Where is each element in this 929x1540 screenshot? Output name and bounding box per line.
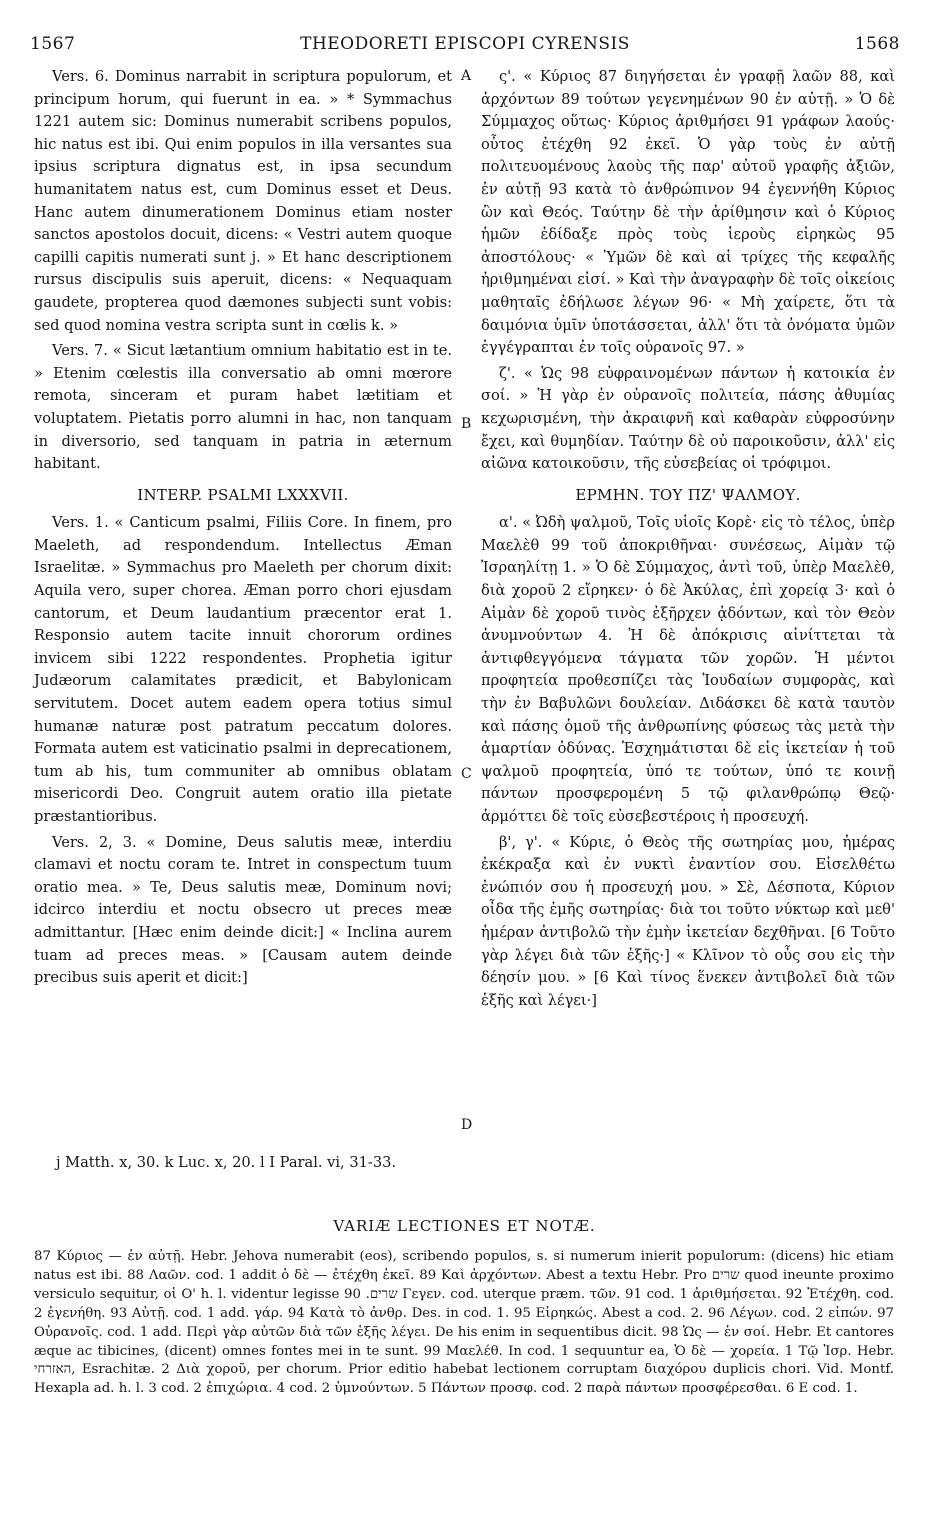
latin-column [34,66,452,993]
margin-letter-a: A [461,68,472,84]
variae-lectiones-title: VARIÆ LECTIONES ET NOTÆ. [333,1217,596,1235]
variae-lectiones-notes [34,1248,894,1399]
latin-paragraph-vers-7: Vers. 7. « Sicut lætantium omnium habitatio est in te. » Etenim cœlestis illa conversatio ab omni mœrore remota, sinceram et puram habet lætitiam et voluptatem. Pietatis porro alumni in hac, non tanquam in diversorio, sed tanquam in patria in æternum habitant. [34,342,452,473]
greek-paragraph-6: ς'. « Κύριος 87 διηγήσεται ἐν γραφῇ λαῶν 88, καὶ ἀρχόντων 89 τούτων γεγενημένων 90 ἐν αὐτῇ. » Ὁ δὲ Σύμμαχος οὕτως· Κύριος ἀριθμήσει 91 γράφων λαούς· οὗτος ἐτέχθη 92 ἐκεῖ. Ὁ γὰρ τοὺς ἐν αὐτῇ πολιτευομένους λαοὺς τῆς παρ' αὐτοῦ γραφῆς ἀξιῶν, ἐν αὐτῇ 93 κατὰ τὸ ἀνθρώπινον 94 ἐγεννήθη Κύριος ὢν καὶ Θεός. Ταύτην δὲ τὴν ἀρίθμησιν καὶ ὁ Κύριος ἡμῶν ἐδίδαξε πρὸς τοὺς ἱεροὺς εἰρηκὼς 95 ἀποστόλους· « Ὑμῶν δὲ καὶ αἱ τρίχες τῆς κεφαλῆς ἠριθμημέναι εἰσί. » Καὶ τὴν ἀναγραφὴν δὲ τοῖς οἰκείοις μαθηταῖς ἐδήλωσε λέγων 96· « Μὴ χαίρετε, ὅτι τὰ δαιμόνια ὑμῖν ὑποτάσσεται, ἀλλ' ὅτι τὰ ὀνόματα ὑμῶν ἐγγέγραπται ἐν τοῖς οὐρανοῖς 97. » [481,68,895,357]
latin-paragraph-vers-2-3: Vers. 2, 3. « Domine, Deus salutis meæ, interdiu clamavi et noctu coram te. Intret in conspectum tuum oratio mea. » Te, Deus salutis meæ, Dominum novi; idcirco interdiu et noctu obsecro ut preces meæ admittantur. [Hæc enim deinde dicit:] « Inclina aurem tuam ad preces meas. » [Causam autem deinde precibus suis aperit et dicit:] [34,833,452,987]
margin-letter-d: D [461,1117,473,1133]
running-title: THEODORETI EPISCOPI CYRENSIS [300,34,630,54]
margin-letter-c: C [461,766,472,782]
notes-text: 87 Κύριος — ἐν αὐτῇ. Hebr. Jehova numerabit (eos), scribendo populos, s. si numerum inierit populorum: (dicens) hic etiam natus est ibi. 88 Λαῶν. cod. 1 addit ὁ δὲ — ἐτέχθη ἐκεῖ. 89 Καὶ ἀρχόντων. Abest a textu Hebr. Pro שרים quod ineunte proximo versiculo sequitur, οἱ Ο' h. l. videntur legisse שרים. 90 Γεγεν. cod. uterque præm. τῶν. 91 cod. 1 ἀριθμήσεται. 92 Ἐτέχθη. cod. 2 ἐγενήθη. 93 Αὐτῇ. cod. 1 add. γάρ. 94 Κατὰ τὸ ἀνθρ. Des. in cod. 1. 95 Εἰρηκώς. Abest a cod. 2. 96 Λέγων. cod. 2 εἰπών. 97 Οὐρανοῖς. cod. 1 add. Περὶ γὰρ αὐτῶν διὰ τῶν ἑξῆς λέγει. De his enim in sequentibus dicit. 98 Ὡς — ἐν σοί. Hebr. Et cantores æque ac tibicines, (dicent) omnes fontes mei in te sunt. 99 Μαελέθ. In cod. 1 sequuntur ea, Ὁ δὲ — χορεία. 1 Τῷ Ἰσρ. Hebr. האזרחי, Esrachitæ. 2 Διὰ χοροῦ, per chorum. Prior editio habebat lectionem corruptam διαχόρου duplicis chori. Vid. Montf. Hexapla ad. h. l. 3 cod. 2 ἐπιχώρια. 4 cod. 2 ὑμνούντων. 5 Πάντων προσφ. cod. 2 παρὰ πάντων προσφέρεσθαι. 6 E cod. 1. [34,1249,894,1397]
running-header [30,34,900,62]
margin-letter-b: B [461,416,472,432]
greek-paragraph-7: ζ'. « Ὡς 98 εὐφραινομένων πάντων ἡ κατοικία ἐν σοί. » Ἡ γὰρ ἐν οὐρανοῖς πολιτεία, πάσης ἀθυμίας κεχωρισμένη, τὴν ἀκραιφνῆ καὶ καθαρὰν εὐφροσύνην ἔχει, καὶ θυμηδίαν. Ταύτην δὲ οὐ παροικοῦσιν, ἀλλ' εἰς αἰῶνα κατοικοῦσιν, τῆς εὐσεβείας οἱ τρόφιμοι. [481,364,895,473]
greek-paragraph-2-3: β', γ'. « Κύριε, ὁ Θεὸς τῆς σωτηρίας μου, ἡμέρας ἐκέκραξα καὶ ἐν νυκτὶ ἐναντίον σου. Εἰσελθέτω ἐνώπιόν σου ἡ προσευχή μου. » Σὲ, Δέσποτα, Κύριον οἶδα τῆς ἐμῆς σωτηρίας· διὰ τοι τοῦτο νύκτωρ καὶ μεθ' ἡμέραν ἀντιβολῶ τὴν ἐμὴν ἱκετείαν δεχθῆναι. [6 Τοῦτο γὰρ λέγει διὰ τῶν ἑξῆς·] « Κλῖνον τὸ οὖς σου εἰς τὴν δέησίν μου. » [6 Καὶ τίνος ἕνεκεν ἀντιβολεῖ διὰ τῶν ἑξῆς καὶ λέγει·] [481,833,895,1009]
page-number-right: 1568 [854,34,900,54]
greek-section-title: ΕΡΜΗΝ. ΤΟΥ ΠΖ' ΨΑΛΜΟΥ. [575,485,801,504]
greek-column [481,66,895,1015]
greek-paragraph-1: α'. « Ὠδὴ ψαλμοῦ, Τοῖς υἱοῖς Κορὲ· εἰς τὸ τέλος, ὑπὲρ Μαελὲθ 99 τοῦ ἀποκριθῆναι· συνέσεως, Αἱμὰν τῷ Ἰσραηλίτῃ 1. » Ὁ δὲ Σύμμαχος, ἀντὶ τοῦ, ὑπὲρ Μαελὲθ, διὰ χοροῦ 2 εἴρηκεν· ὁ δὲ Ἀκύλας, ἐπὶ χορείᾳ 3· καὶ ὁ Αἱμὰν δὲ χοροῦ τινὸς ἐξῆρχεν ᾀδόντων, καὶ τὸν Θεὸν ἀνυμνούντων 4. Ἡ δὲ ἀπόκρισις αἰνίττεται τὰ ἀντιφθεγγόμενα τάγματα τῶν χορῶν. Ἡ μέντοι προφητεία προθεσπίζει τὰς Ἰουδαίων συμφορὰς, καὶ τὴν ἐν Βαβυλῶνι δουλείαν. Διδάσκει δὲ κατὰ ταυτὸν καὶ πάσης ὁμοῦ τῆς ἀνθρωπίνης φύσεως τὰς μετὰ τὴν ἁμαρτίαν ὀδύνας. Ἐσχημάτισται δὲ εἰς ἱκετείαν ἡ τοῦ ψαλμοῦ προφητεία, ὑπό τε τούτων, ὑπό τε κοινῇ πάντων προσφερομένη 5 τῷ φιλανθρώπῳ Θεῷ· ἁρμόττει δὲ τοῖς εὐσεβεστέροις ἡ προσευχή. [481,514,895,825]
scripture-footnote-references: j Matth. x, 30. k Luc. x, 20. l I Paral. vi, 31-33. [56,1154,397,1171]
latin-section-title: INTERP. PSALMI LXXXVII. [137,485,349,504]
page-number-left: 1567 [30,34,76,54]
latin-paragraph-vers-6: Vers. 6. Dominus narrabit in scriptura populorum, et principum horum, qui fuerunt in ea. » * Symmachus 1221 autem sic: Dominus numerabit scribens populos, hic natus est ibi. Qui enim populos in illa versantes sua ipsius scriptura dignatus est, in ipsa secundum humanitatem natus est, cum Dominus esset et Deus. Hanc autem dinumerationem Dominus etiam noster sanctos apostolos docuit, dicens: « Vestri autem quoque capilli capitis numerati sunt j. » Et hanc descriptionem rursus discipulis suis aperuit, dicens: « Nequaquam gaudete, propterea quod dæmones subjecti sunt vobis: sed quod nomina vestra scripta sunt in cœlis k. » [34,68,452,334]
latin-paragraph-vers-1: Vers. 1. « Canticum psalmi, Filiis Core. In finem, pro Maeleth, ad respondendum. Intellectus Æman Israelitæ. » Symmachus pro Maeleth per chorum dixit: Aquila vero, super chorea. Æman porro chori ejusdam cantorum, et Deum laudantium præcentor erat 1. Responsio autem tacite innuit chororum ordines invicem sibi 1222 respondentes. Prophetia igitur Judæorum calamitates prædicit, et Babylonicam servitutem. Docet autem eadem opera totius simul humanæ naturæ post patratum peccatum dolores. Formata autem est vaticinatio psalmi in deprecationem, tum ab his, tum communiter ab omnibus oblatam misericordi Deo. Congruit autem oratio illa pietate præstantioribus. [34,514,452,825]
